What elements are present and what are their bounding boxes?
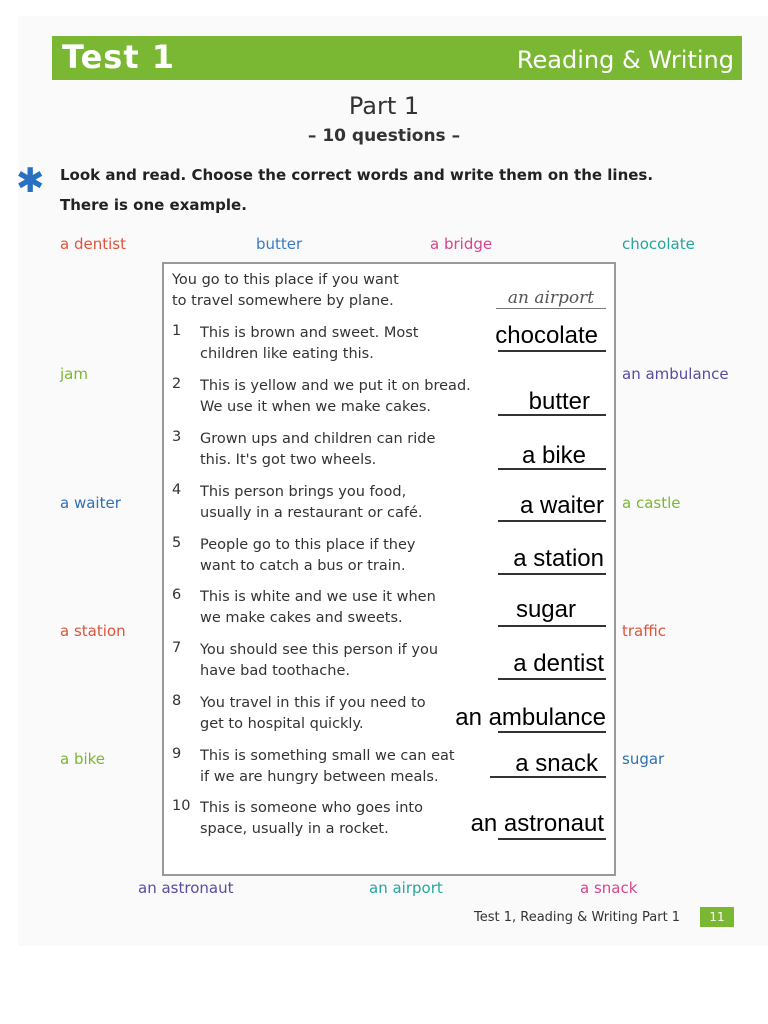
instruction-line-1: Look and read. Choose the correct words and write them on the lines. bbox=[60, 166, 654, 184]
question-number: 2 bbox=[172, 376, 182, 392]
part-title: Part 1 bbox=[348, 92, 420, 120]
word-bank-item: a bike bbox=[60, 750, 106, 768]
question-number: 10 bbox=[172, 798, 191, 814]
question-line-2: if we are hungry between meals. bbox=[200, 769, 439, 785]
word-bank-item: jam bbox=[60, 365, 88, 383]
answer-field[interactable]: a waiter bbox=[519, 492, 604, 519]
question-line-2: this. It's got two wheels. bbox=[200, 452, 377, 468]
question-number: 9 bbox=[172, 746, 182, 762]
question-line-1: This is someone who goes into bbox=[200, 800, 423, 816]
example-line-1: You go to this place if you want bbox=[172, 272, 399, 288]
answer-field[interactable]: a dentist bbox=[513, 650, 604, 677]
question-line-1: You should see this person if you bbox=[200, 642, 439, 658]
example-answer: an airport bbox=[496, 288, 606, 309]
instruction-line-2: There is one example. bbox=[60, 196, 247, 214]
word-bank-item: sugar bbox=[622, 750, 665, 768]
question-line-1: This person brings you food, bbox=[200, 484, 407, 500]
test-title: Test 1 bbox=[62, 38, 176, 76]
answer-field[interactable]: butter bbox=[528, 388, 590, 415]
question-number: 6 bbox=[172, 587, 182, 603]
answer-line bbox=[498, 468, 606, 470]
word-bank-item: a dentist bbox=[60, 235, 126, 253]
word-bank-item: a castle bbox=[622, 494, 681, 512]
asterisk-icon: ✱ bbox=[16, 161, 45, 201]
answer-line bbox=[498, 414, 606, 416]
answer-field[interactable]: sugar bbox=[515, 596, 576, 623]
example-line-2: to travel somewhere by plane. bbox=[172, 293, 394, 309]
question-line-2: usually in a restaurant or café. bbox=[200, 505, 423, 521]
question-number: 5 bbox=[172, 535, 182, 551]
answer-line bbox=[498, 838, 606, 840]
answer-field[interactable]: an ambulance bbox=[455, 704, 606, 731]
answer-line bbox=[498, 573, 606, 575]
question-line-2: get to hospital quickly. bbox=[200, 716, 364, 732]
question-line-2: We use it when we make cakes. bbox=[200, 399, 432, 415]
question-number: 8 bbox=[172, 693, 182, 709]
question-line-1: This is brown and sweet. Most bbox=[200, 325, 419, 341]
answer-field[interactable]: an astronaut bbox=[470, 810, 604, 837]
answer-field[interactable]: chocolate bbox=[495, 322, 598, 349]
footer-caption: Test 1, Reading & Writing Part 1 bbox=[474, 910, 681, 925]
answer-line bbox=[498, 520, 606, 522]
question-number: 1 bbox=[172, 323, 182, 339]
question-line-1: This is yellow and we put it on bread. bbox=[200, 378, 471, 394]
question-number: 7 bbox=[172, 640, 182, 656]
section-title: Reading & Writing bbox=[516, 46, 734, 74]
answer-field[interactable]: a station bbox=[513, 545, 604, 572]
answer-line bbox=[498, 350, 606, 352]
question-line-1: This is something small we can eat bbox=[200, 748, 455, 764]
question-line-1: Grown ups and children can ride bbox=[200, 431, 436, 447]
question-number: 4 bbox=[172, 482, 182, 498]
answer-line bbox=[490, 776, 606, 778]
word-bank-item: an astronaut bbox=[138, 879, 234, 897]
word-bank-item: chocolate bbox=[622, 235, 695, 253]
header-bar bbox=[52, 36, 742, 80]
answer-field[interactable]: a snack bbox=[515, 750, 598, 777]
question-line-2: we make cakes and sweets. bbox=[200, 610, 403, 626]
answer-field[interactable]: a bike bbox=[521, 442, 586, 469]
word-bank-item: an ambulance bbox=[622, 365, 729, 383]
question-line-2: space, usually in a rocket. bbox=[200, 821, 389, 837]
part-subtitle: – 10 questions – bbox=[307, 126, 461, 146]
question-line-1: This is white and we use it when bbox=[200, 589, 436, 605]
question-line-1: People go to this place if they bbox=[200, 537, 416, 553]
question-line-2: children like eating this. bbox=[200, 346, 374, 362]
word-bank-item: an airport bbox=[369, 879, 443, 897]
question-number: 3 bbox=[172, 429, 182, 445]
question-line-2: want to catch a bus or train. bbox=[200, 558, 406, 574]
word-bank-item: butter bbox=[256, 235, 303, 253]
question-line-2: have bad toothache. bbox=[200, 663, 350, 679]
answer-line bbox=[498, 678, 606, 680]
answer-line bbox=[498, 731, 606, 733]
word-bank-item: a bridge bbox=[430, 235, 493, 253]
word-bank-item: a station bbox=[60, 622, 126, 640]
word-bank-item: a snack bbox=[580, 879, 638, 897]
question-line-1: You travel in this if you need to bbox=[200, 695, 426, 711]
page-number: 11 bbox=[700, 907, 734, 927]
answer-line bbox=[498, 625, 606, 627]
word-bank-item: traffic bbox=[622, 622, 666, 640]
word-bank-item: a waiter bbox=[60, 494, 121, 512]
